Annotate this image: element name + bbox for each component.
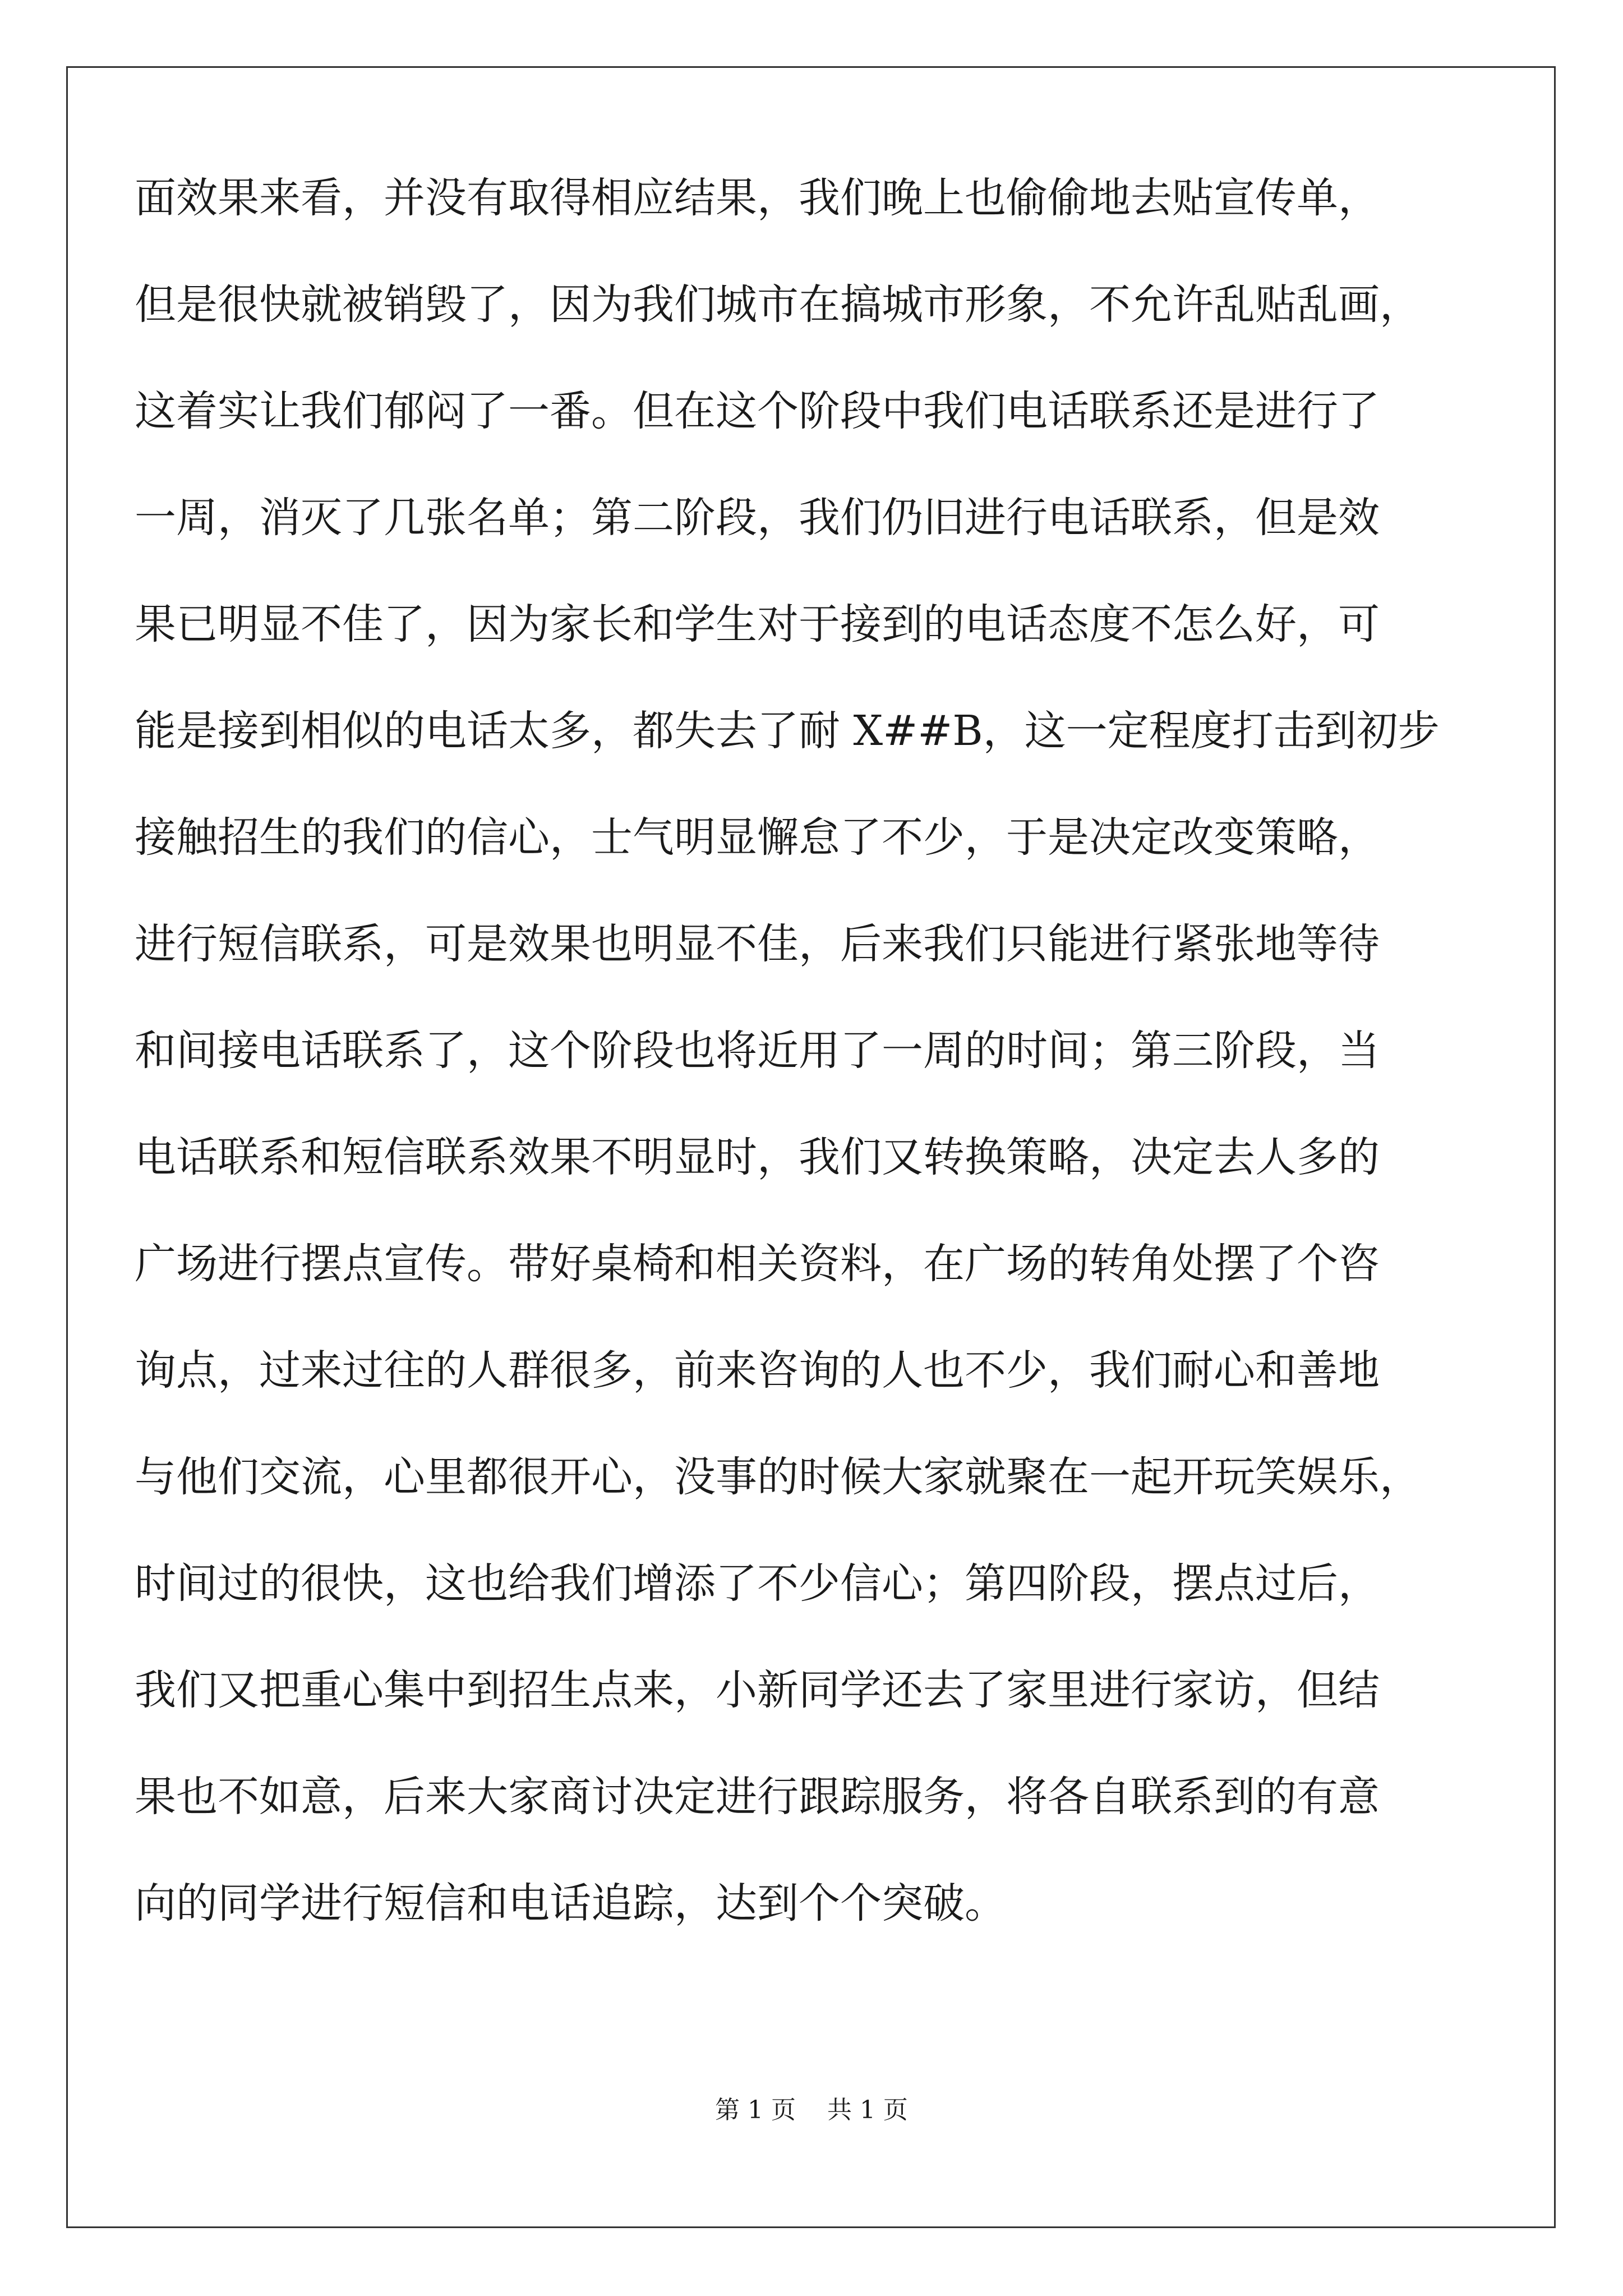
page-number-total: 共 1 页 [827,2096,908,2124]
page-number-current: 第 1 页 [715,2096,796,2124]
text-line: 广场进行摆点宣传。带好桌椅和相关资料，在广场的转角处摆了个咨 [135,1240,1380,1288]
text-line: 但是很快就被销毁了，因为我们城市在搞城市形象，不允许乱贴乱画， [135,280,1421,329]
text-line: 面效果来看，并没有取得相应结果，我们晚上也偷偷地去贴宣传单， [135,174,1380,222]
text-line: 这着实让我们郁闷了一番。但在这个阶段中我们电话联系还是进行了 [135,387,1380,435]
text-line: 向的同学进行短信和电话追踪，达到个个突破。 [135,1879,1006,1927]
text-line: 果也不如意，后来大家商讨决定进行跟踪服务，将各自联系到的有意 [135,1773,1380,1821]
text-line: 我们又把重心集中到招生点来，小新同学还去了家里进行家访，但结 [135,1666,1380,1714]
text-line: 与他们交流，心里都很开心，没事的时候大家就聚在一起开玩笑娱乐， [135,1453,1421,1501]
text-line: 一周，消灭了几张名单；第二阶段，我们仍旧进行电话联系，但是效 [135,494,1380,542]
text-line: 能是接到相似的电话太多，都失去了耐 X##B，这一定程度打击到初步 [135,707,1440,755]
document-body [135,145,1481,1957]
text-line: 电话联系和短信联系效果不明显时，我们又转换策略，决定去人多的 [135,1133,1380,1181]
text-line: 进行短信联系，可是效果也明显不佳，后来我们只能进行紧张地等待 [135,920,1380,968]
page-footer [0,2090,1623,2125]
text-line: 时间过的很快，这也给我们增添了不少信心；第四阶段，摆点过后， [135,1559,1380,1608]
text-line: 和间接电话联系了，这个阶段也将近用了一周的时间；第三阶段，当 [135,1027,1380,1075]
text-line: 果已明显不佳了，因为家长和学生对于接到的电话态度不怎么好，可 [135,600,1380,648]
text-line: 询点，过来过往的人群很多，前来咨询的人也不少，我们耐心和善地 [135,1346,1380,1395]
text-line: 接触招生的我们的信心，士气明显懈怠了不少，于是决定改变策略， [135,813,1380,862]
